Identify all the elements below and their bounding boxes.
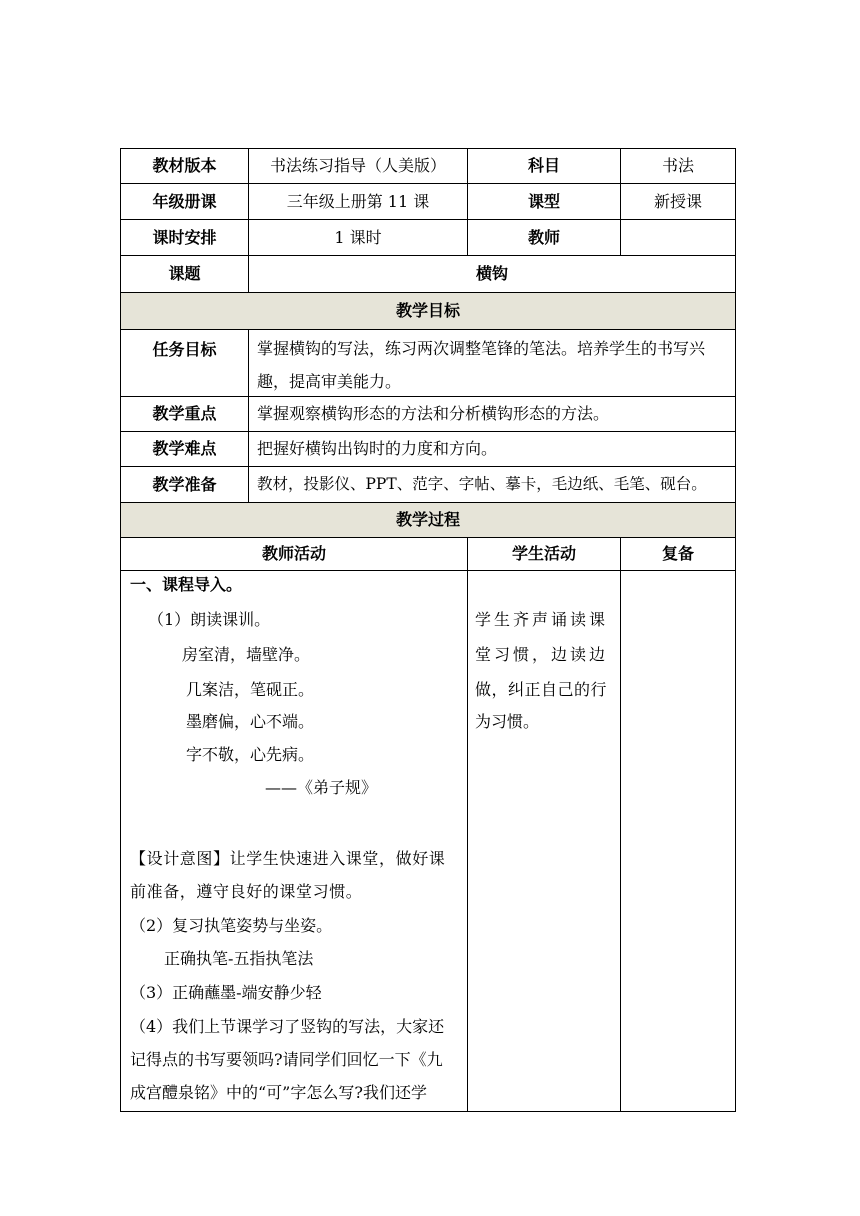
topic-value: 横钩	[248, 255, 736, 293]
step-4-line-3: 成宫醴泉铭》中的“可”字怎么写?我们还学	[130, 1083, 427, 1102]
poem-source: ——《弟子规》	[265, 778, 378, 797]
goals-header: 教学目标	[120, 292, 736, 330]
notes-header: 复备	[620, 537, 736, 571]
key-point-label: 教学重点	[120, 396, 249, 432]
task-goal-label: 任务目标	[120, 329, 249, 397]
difficulty-value: 把握好横钩出钩时的力度和方向。	[248, 431, 736, 467]
subject-value: 书法	[620, 148, 736, 184]
poem-line-3: 墨磨偏，心不端。	[186, 712, 315, 731]
intro-heading: 一、课程导入。	[130, 575, 243, 594]
edition-label: 教材版本	[120, 148, 249, 184]
task-goal-value: 掌握横钩的写法，练习两次调整笔锋的笔法。培养学生的书写兴趣，提高审美能力。	[248, 329, 736, 397]
type-label: 课型	[467, 183, 621, 220]
hours-value: 1 课时	[248, 219, 468, 256]
student-line-2: 堂习惯，边读边	[475, 645, 609, 664]
preparation-label: 教学准备	[120, 466, 249, 503]
topic-label: 课题	[120, 255, 249, 293]
edition-value: 书法练习指导（人美版）	[248, 148, 468, 184]
process-header: 教学过程	[120, 502, 736, 538]
step-1: （1）朗读课训。	[148, 610, 271, 629]
grade-value: 三年级上册第 11 课	[248, 183, 468, 220]
poem-line-1: 房室清，墙壁净。	[182, 645, 311, 664]
step-2: （2）复习执笔姿势与坐姿。	[130, 916, 333, 935]
grade-label: 年级册课	[120, 183, 249, 220]
difficulty-label: 教学难点	[120, 431, 249, 467]
poem-line-4: 字不敬，心先病。	[186, 745, 315, 764]
teacher-activity-header: 教师活动	[120, 537, 468, 571]
teacher-label: 教师	[467, 219, 621, 256]
design-intent-line-2: 前准备，遵守良好的课堂习惯。	[130, 882, 363, 901]
student-line-4: 为习惯。	[475, 712, 540, 731]
notes-cell	[620, 570, 736, 1112]
step-3: （3）正确蘸墨-端安静少轻	[130, 983, 322, 1002]
preparation-value: 教材，投影仪、PPT、范字、字帖、摹卡，毛边纸、毛笔、砚台。	[248, 466, 736, 503]
design-intent-line-1: 【设计意图】让学生快速进入课堂，做好课	[130, 849, 446, 868]
subject-label: 科目	[467, 148, 621, 184]
type-value: 新授课	[620, 183, 736, 220]
teacher-value	[620, 219, 736, 256]
student-activity-header: 学生活动	[467, 537, 621, 571]
key-point-value: 掌握观察横钩形态的方法和分析横钩形态的方法。	[248, 396, 736, 432]
poem-line-2: 几案洁，笔砚正。	[186, 680, 315, 699]
step-4-line-2: 记得点的书写要领吗?请同学们回忆一下《九	[130, 1050, 443, 1069]
student-line-1: 学生齐声诵读课	[475, 610, 609, 629]
step-2-detail: 正确执笔-五指执笔法	[164, 949, 314, 968]
hours-label: 课时安排	[120, 219, 249, 256]
student-line-3: 做，纠正自己的行	[475, 680, 608, 699]
step-4-line-1: （4）我们上节课学习了竖钩的写法，大家还	[130, 1017, 445, 1036]
